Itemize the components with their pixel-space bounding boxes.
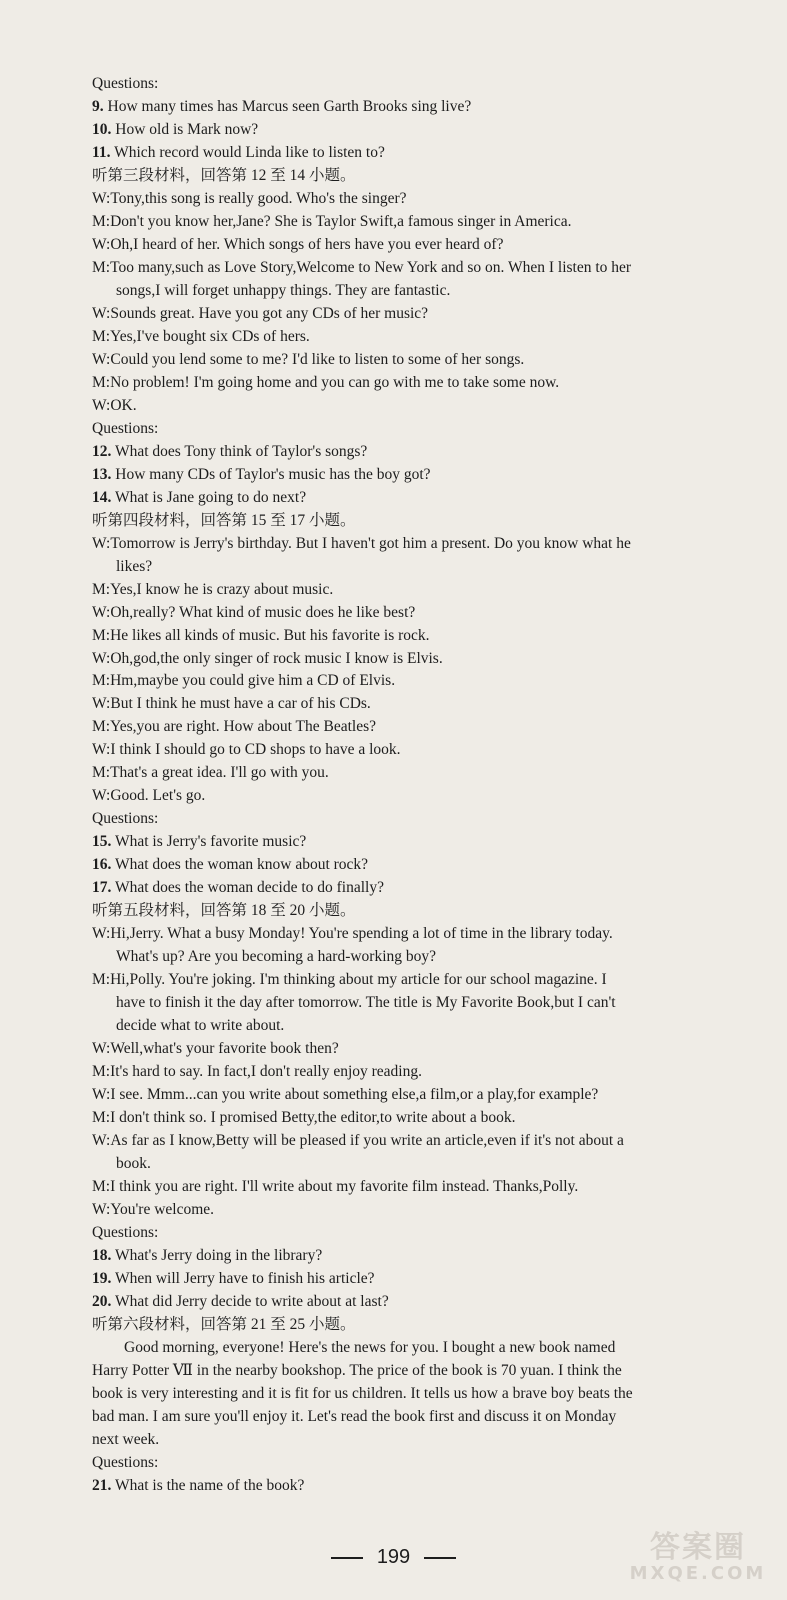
text-line	[92, 808, 712, 830]
line-text: likes?	[116, 557, 153, 575]
text-line	[92, 1061, 712, 1083]
text-line	[92, 625, 712, 647]
text-line	[92, 1084, 712, 1106]
line-text: What does the woman decide to do finally?	[111, 879, 384, 897]
text-line	[92, 1452, 712, 1474]
text-line	[92, 1429, 712, 1451]
line-text: How old is Mark now?	[111, 120, 259, 138]
line-text: How many times has Marcus seen Garth Brooks sing live?	[103, 97, 472, 115]
line-text: W:As far as I know,Betty will be pleased if you write an article,even if it's not about a	[92, 1132, 624, 1150]
line-text: 听第六段材料，回答第 21 至 25 小题。	[92, 1315, 356, 1333]
question-line	[92, 854, 712, 876]
line-text: Questions:	[92, 419, 159, 437]
line-text: W:Oh,really? What kind of music does he like best?	[92, 603, 416, 621]
footer-dash-right	[424, 1557, 456, 1559]
line-text: W:Sounds great. Have you got any CDs of her music?	[92, 304, 429, 322]
line-text: Good morning, everyone! Here's the news for you. I bought a new book named	[124, 1338, 616, 1356]
text-line	[92, 785, 712, 807]
text-line	[92, 1383, 712, 1405]
text-line	[92, 510, 712, 532]
text-line	[92, 1406, 712, 1428]
question-line	[92, 831, 712, 853]
question-number: 14.	[92, 488, 112, 506]
text-line	[92, 648, 712, 670]
line-text: W:Oh,I heard of her. Which songs of hers have you ever heard of?	[92, 235, 504, 253]
text-line	[92, 303, 712, 325]
text-line	[92, 579, 712, 601]
text-line	[92, 1222, 712, 1244]
line-text: W:Good. Let's go.	[92, 787, 206, 805]
question-number: 10.	[92, 120, 112, 138]
text-line	[92, 1130, 712, 1152]
line-text: 听第五段材料，回答第 18 至 20 小题。	[92, 902, 356, 920]
watermark-top-text: 答案圈	[650, 1530, 746, 1565]
line-text: M:No problem! I'm going home and you can go with me to take some now.	[92, 373, 560, 391]
line-text: have to finish it the day after tomorrow. The title is My Favorite Book,but I can't	[116, 994, 616, 1012]
text-line	[92, 257, 712, 279]
question-number: 19.	[92, 1269, 112, 1287]
text-line	[92, 1176, 712, 1198]
question-line	[92, 96, 712, 118]
text-line	[92, 1038, 712, 1060]
question-number: 11.	[92, 143, 111, 161]
text-line	[92, 739, 712, 761]
question-number: 13.	[92, 465, 112, 483]
line-text: M:Don't you know her,Jane? She is Taylor Swift,a famous singer in America.	[92, 212, 572, 230]
line-text: Questions:	[92, 1224, 159, 1241]
line-text: M:It's hard to say. In fact,I don't really enjoy reading.	[92, 1063, 422, 1081]
text-line	[92, 1107, 712, 1129]
question-line	[92, 441, 712, 463]
line-text: What does Tony think of Taylor's songs?	[111, 442, 368, 460]
question-line	[92, 1268, 712, 1290]
line-text: M:I don't think so. I promised Betty,the editor,to write about a book.	[92, 1109, 516, 1127]
line-text: 听第四段材料，回答第 15 至 17 小题。	[92, 511, 356, 529]
text-line	[92, 395, 712, 417]
line-text: Questions:	[92, 810, 159, 828]
text-line	[92, 1199, 712, 1221]
line-text: What's up? Are you becoming a hard-working boy?	[116, 948, 437, 966]
text-line	[92, 900, 712, 922]
line-text: M:Yes,you are right. How about The Beatles?	[92, 718, 376, 736]
line-text: next week.	[92, 1430, 160, 1448]
text-line	[116, 1015, 736, 1037]
text-line	[92, 349, 712, 371]
line-text: W:I think I should go to CD shops to have a look.	[92, 741, 401, 759]
line-text: W:I see. Mmm...can you write about something else,a film,or a play,for example?	[92, 1086, 599, 1104]
text-line	[116, 280, 736, 302]
line-text: M:He likes all kinds of music. But his favorite is rock.	[92, 626, 430, 644]
line-text: Harry Potter Ⅶ in the nearby bookshop. The price of the book is 70 yuan. I think the	[92, 1361, 622, 1379]
text-line	[92, 188, 712, 210]
watermark-bottom-text: MXQE.COM	[629, 1563, 767, 1584]
question-number: 21.	[92, 1476, 112, 1494]
footer-dash-left	[331, 1557, 363, 1559]
text-line	[124, 1337, 744, 1359]
line-text: book is very interesting and it is fit for us children. It tells us how a brave boy beats the	[92, 1384, 633, 1402]
line-text: When will Jerry have to finish his article?	[111, 1269, 375, 1287]
line-text: M:Yes,I've bought six CDs of hers.	[92, 327, 310, 345]
line-text: songs,I will forget unhappy things. They are fantastic.	[116, 281, 451, 299]
text-line	[92, 716, 712, 738]
question-line	[92, 1291, 712, 1313]
text-line	[92, 670, 712, 692]
line-text: What's Jerry doing in the library?	[111, 1246, 323, 1264]
line-text: book.	[116, 1155, 151, 1173]
question-line	[92, 464, 712, 486]
line-text: W:Well,what's your favorite book then?	[92, 1040, 339, 1058]
watermark-logo	[623, 1532, 773, 1588]
line-text: W:Oh,god,the only singer of rock music I know is Elvis.	[92, 649, 443, 667]
line-text: W:Hi,Jerry. What a busy Monday! You're spending a lot of time in the library today.	[92, 925, 613, 943]
question-line	[92, 487, 712, 509]
question-line	[92, 1475, 712, 1497]
text-line	[92, 533, 712, 555]
line-text: How many CDs of Taylor's music has the boy got?	[111, 465, 431, 483]
line-text: W:OK.	[92, 396, 137, 414]
text-line	[92, 211, 712, 233]
line-text: W:Tomorrow is Jerry's birthday. But I haven't got him a present. Do you know what he	[92, 534, 631, 552]
question-number: 18.	[92, 1246, 112, 1264]
line-text: What does the woman know about rock?	[111, 856, 369, 874]
line-text: decide what to write about.	[116, 1017, 285, 1035]
text-line	[92, 73, 712, 95]
line-text: W:You're welcome.	[92, 1201, 215, 1219]
line-text: W:But I think he must have a car of his CDs.	[92, 695, 371, 713]
question-number: 12.	[92, 442, 112, 460]
line-text: M:Hm,maybe you could give him a CD of Elvis.	[92, 672, 396, 690]
text-line	[92, 326, 712, 348]
line-text: bad man. I am sure you'll enjoy it. Let's read the book first and discuss it on Monday	[92, 1407, 617, 1425]
page-number: 199	[376, 1546, 411, 1568]
text-line	[92, 418, 712, 440]
line-text: Questions:	[92, 75, 159, 92]
text-line	[92, 372, 712, 394]
question-number: 16.	[92, 856, 112, 874]
line-text: Which record would Linda like to listen to?	[110, 143, 385, 161]
text-line	[92, 969, 712, 991]
line-text: What is the name of the book?	[111, 1476, 305, 1494]
question-number: 9.	[92, 97, 104, 115]
line-text: M:That's a great idea. I'll go with you.	[92, 764, 329, 782]
line-text: What is Jerry's favorite music?	[111, 833, 307, 851]
line-text: M:Too many,such as Love Story,Welcome to New York and so on. When I listen to her	[92, 258, 632, 276]
text-line	[92, 923, 712, 945]
text-line	[92, 762, 712, 784]
text-line	[92, 1314, 712, 1336]
question-number: 15.	[92, 833, 112, 851]
question-line	[92, 877, 712, 899]
text-line	[92, 234, 712, 256]
line-text: W:Tony,this song is really good. Who's the singer?	[92, 189, 407, 207]
line-text: What is Jane going to do next?	[111, 488, 307, 506]
line-text: 听第三段材料，回答第 12 至 14 小题。	[92, 166, 356, 184]
text-line	[116, 992, 736, 1014]
question-number: 20.	[92, 1292, 112, 1310]
line-text: What did Jerry decide to write about at last?	[111, 1292, 389, 1310]
line-text: W:Could you lend some to me? I'd like to listen to some of her songs.	[92, 350, 525, 368]
line-text: M:Yes,I know he is crazy about music.	[92, 580, 334, 598]
line-text: M:I think you are right. I'll write about my favorite film instead. Thanks,Polly.	[92, 1178, 579, 1196]
text-line	[92, 165, 712, 187]
line-text: Questions:	[92, 1453, 159, 1471]
text-line	[116, 556, 736, 578]
line-text: M:Hi,Polly. You're joking. I'm thinking about my article for our school magazine. I	[92, 971, 607, 989]
text-line	[92, 1360, 712, 1382]
question-number: 17.	[92, 879, 112, 897]
question-line	[92, 1245, 712, 1267]
question-line	[92, 142, 712, 164]
text-line	[116, 946, 736, 968]
text-line	[92, 693, 712, 715]
text-line	[92, 602, 712, 624]
text-line	[116, 1153, 736, 1175]
question-line	[92, 119, 712, 141]
